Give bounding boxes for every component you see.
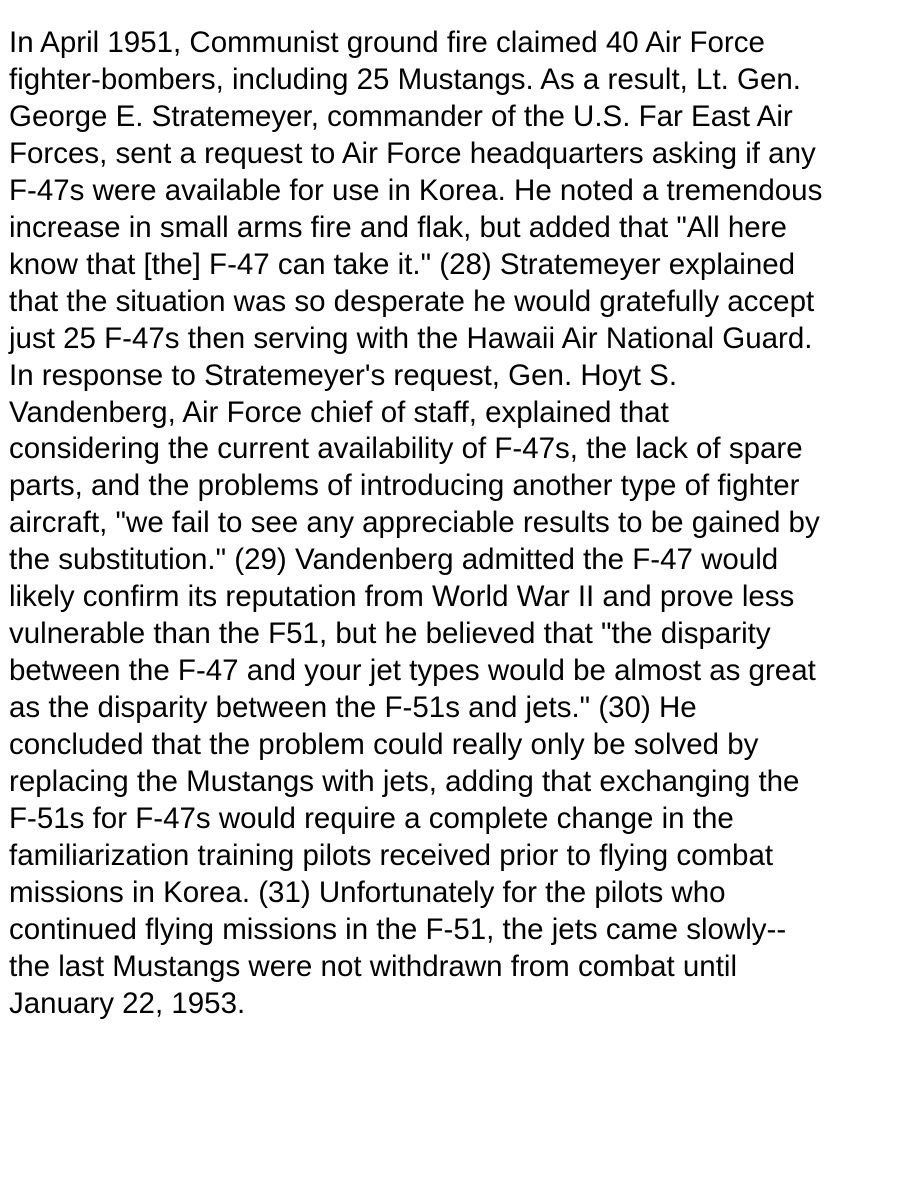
text-line: concluded that the problem could really only be solved by bbox=[9, 728, 759, 762]
text-line: George E. Stratemeyer, commander of the U.S. Far East Air bbox=[9, 99, 793, 133]
text-line: familiarization training pilots received prior to flying combat bbox=[9, 838, 774, 872]
text-line: In response to Stratemeyer's request, Gen. Hoyt S. bbox=[9, 358, 678, 392]
text-line: between the F-47 and your jet types would be almost as great bbox=[9, 654, 816, 688]
text-line: increase in small arms fire and flak, but added that "All here bbox=[9, 210, 787, 244]
body-paragraph bbox=[9, 25, 917, 1023]
text-line: In April 1951, Communist ground fire claimed 40 Air Force bbox=[9, 26, 765, 59]
text-line: Forces, sent a request to Air Force headquarters asking if any bbox=[9, 136, 816, 170]
text-line: Vandenberg, Air Force chief of staff, explained that bbox=[9, 395, 669, 429]
text-line: replacing the Mustangs with jets, adding that exchanging the bbox=[9, 765, 800, 799]
text-line: considering the current availability of F-47s, the lack of spare bbox=[9, 432, 803, 466]
text-line: fighter-bombers, including 25 Mustangs. As a result, Lt. Gen. bbox=[9, 62, 801, 96]
text-line: January 22, 1953. bbox=[9, 986, 246, 1020]
text-line: as the disparity between the F-51s and jets." (30) He bbox=[9, 691, 697, 725]
text-line: F-51s for F-47s would require a complete change in the bbox=[9, 802, 734, 836]
text-line: continued flying missions in the F-51, the jets came slowly-- bbox=[9, 912, 787, 946]
text-line: know that [the] F-47 can take it." (28) Stratemeyer explained bbox=[9, 247, 796, 281]
text-line: likely confirm its reputation from World War II and prove less bbox=[9, 580, 795, 614]
text-line: parts, and the problems of introducing another type of fighter bbox=[9, 469, 800, 503]
text-line: F-47s were available for use in Korea. He noted a tremendous bbox=[9, 173, 823, 207]
text-line: that the situation was so desperate he would gratefully accept bbox=[9, 284, 815, 318]
text-line: vulnerable than the F51, but he believed that "the disparity bbox=[9, 617, 771, 651]
text-line: the last Mustangs were not withdrawn from combat until bbox=[9, 949, 737, 983]
text-line: missions in Korea. (31) Unfortunately for the pilots who bbox=[9, 875, 726, 909]
text-line: aircraft, "we fail to see any appreciable results to be gained by bbox=[9, 506, 820, 540]
text-line: the substitution." (29) Vandenberg admitted the F-47 would bbox=[9, 543, 779, 577]
text-line: just 25 F-47s then serving with the Hawaii Air National Guard. bbox=[9, 321, 813, 355]
